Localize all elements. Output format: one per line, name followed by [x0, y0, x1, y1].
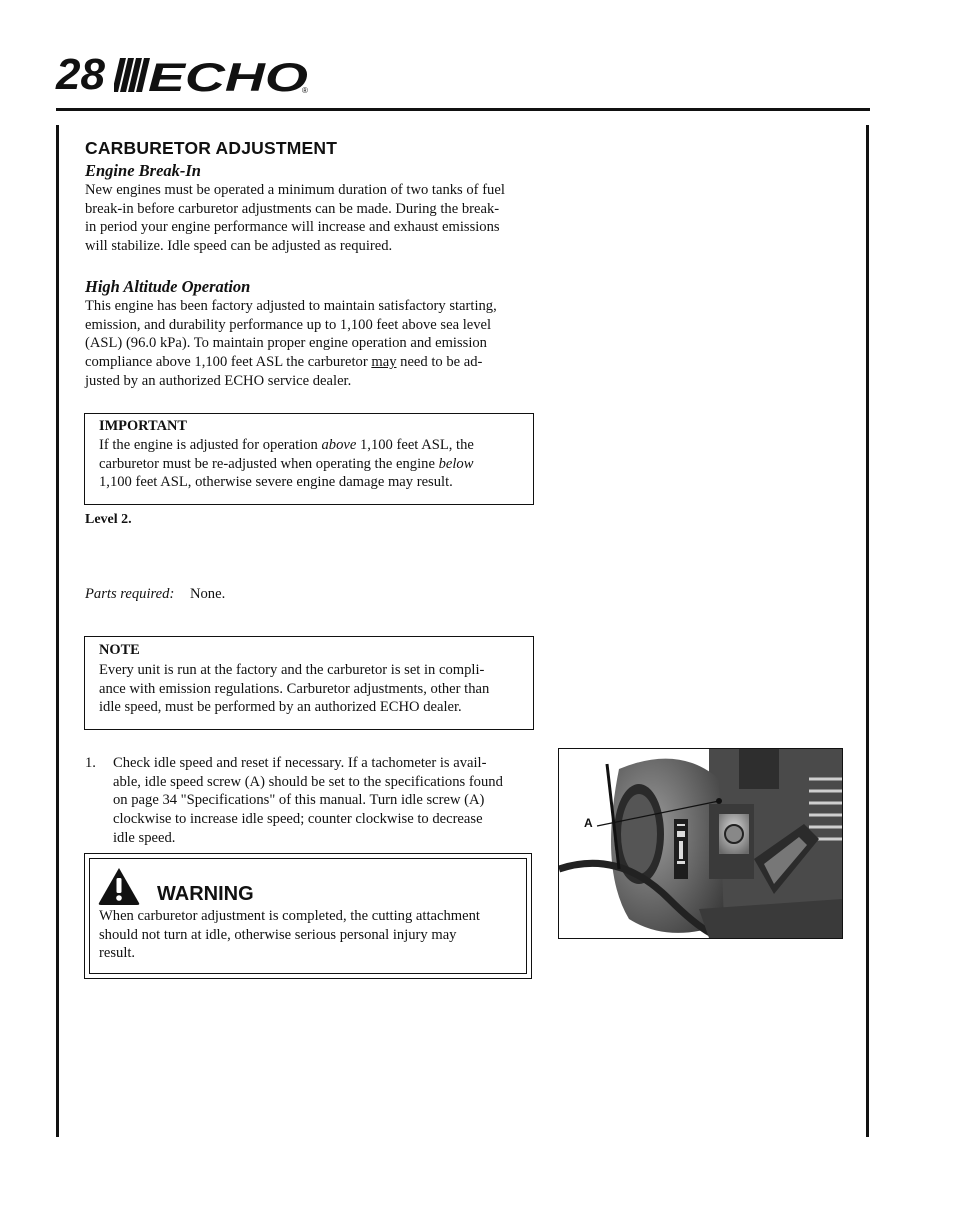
altitude-line: This engine has been factory adjusted to maintain satisfactory starting,: [85, 298, 497, 314]
break-in-line: New engines must be operated a minimum duration of two tanks of fuel: [85, 182, 505, 198]
break-in-paragraph: [85, 181, 540, 256]
altitude-line: justed by an authorized ECHO service dealer.: [85, 372, 352, 389]
step-number: 1.: [85, 755, 96, 771]
break-in-line: will stabilize. Idle speed can be adjusted as required.: [85, 238, 393, 255]
carburetor-photo: [558, 748, 843, 939]
note-body: Every unit is run at the factory and the carburetor is set in compli- ance with emission regulations. Carburetor adjustments, other than idle speed, must be performed by an authorized ECHO dealer.: [99, 662, 490, 716]
warning-title: WARNING: [157, 883, 254, 905]
echo-logo: [114, 54, 314, 96]
step-text: Check idle speed and reset if necessary. If a tachometer is avail- able, idle speed screw (A) should be set to the specifications found on page 34 "Specifications" of this manual. Turn idle screw (A) clockwise to increase idle speed; counter clockwise to decrease idle speed.: [113, 755, 503, 846]
altitude-paragraph: [85, 297, 540, 391]
break-in-line: in period your engine performance will increase and exhaust emissions: [85, 219, 500, 236]
header-rule: [56, 108, 870, 111]
altitude-line: (ASL) (96.0 kPa). To maintain proper engine operation and emission: [85, 335, 487, 352]
important-body: If the engine is adjusted for operation above 1,100 feet ASL, the carburetor must be re-adjusted when operating the engine below 1,100 feet ASL, otherwise severe engine damage may result.: [99, 437, 474, 491]
note-title: NOTE: [99, 642, 140, 658]
break-in-line: break-in before carburetor adjustments can be made. During the break-: [85, 200, 500, 217]
may-emphasis: may: [371, 354, 397, 371]
registered-mark: ®: [302, 86, 308, 95]
altitude-line: emission, and durability performance up to 1,100 feet above sea level: [85, 316, 492, 333]
skill-level: Level 2.: [85, 512, 132, 527]
altitude-heading: High Altitude Operation: [85, 277, 251, 296]
warning-triangle-icon: [97, 866, 141, 906]
parts-value: None.: [189, 586, 226, 602]
important-box: [84, 413, 534, 505]
note-box: [84, 636, 534, 730]
right-margin-rule: [866, 125, 869, 1137]
page-number: 28: [56, 50, 105, 99]
parts-required: [85, 586, 225, 603]
important-title: IMPORTANT: [99, 418, 187, 434]
section-title: CARBURETOR ADJUSTMENT: [85, 138, 338, 158]
warning-body: When carburetor adjustment is completed, the cutting attachment should not turn at idle, otherwise serious personal injury may result.: [99, 908, 480, 962]
break-in-heading: Engine Break-In: [85, 161, 201, 180]
carburetor-illustration: [559, 749, 842, 938]
altitude-line: compliance above 1,100 feet ASL the carburetor may need to be ad-: [85, 354, 483, 371]
left-margin-rule: [56, 125, 59, 1137]
callout-label-a: A: [584, 816, 593, 830]
parts-label: Parts required:: [85, 586, 175, 602]
brand-text: ECHO: [148, 56, 308, 96]
